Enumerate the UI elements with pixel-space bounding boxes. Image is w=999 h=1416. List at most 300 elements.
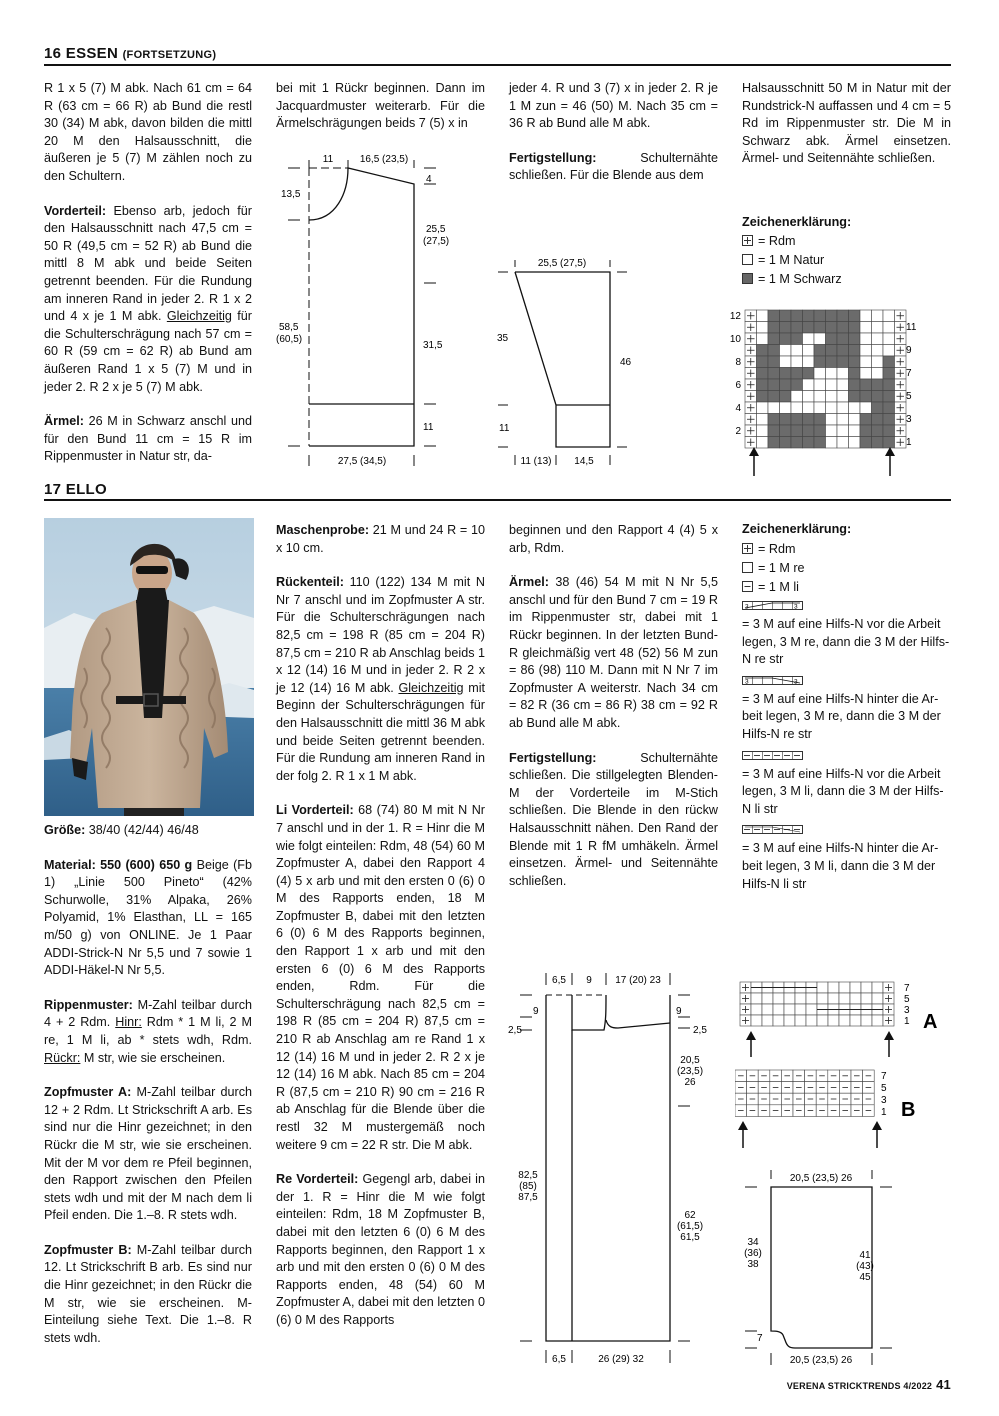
chart-cell (780, 356, 792, 368)
chart-cell (849, 379, 861, 391)
selvage-symbol-icon (742, 543, 754, 555)
dim-label: 27,5 (34,5) (337, 456, 387, 467)
chart-cell (883, 391, 895, 403)
chart-cell (751, 993, 762, 1004)
chart-cell (795, 993, 806, 1004)
page-number: 41 (936, 1377, 951, 1392)
chart-cell (883, 414, 895, 426)
chart-cell (872, 345, 884, 357)
chart-cell (849, 368, 861, 380)
chart-cell (883, 356, 895, 368)
chart-cell (849, 391, 861, 403)
chart-label: A (923, 1011, 938, 1033)
chart-cell (860, 310, 872, 322)
chart-cell (860, 437, 872, 449)
dim-label: 9 (533, 1006, 539, 1017)
chart-cell (757, 345, 769, 357)
chart-cell (883, 322, 895, 334)
chart-cell (773, 1015, 784, 1026)
chart-cell (849, 356, 861, 368)
text: 38 (46) 54 M mit N Nr 5,5 anschl und für den Bund 7 cm = 19 R im Rippenmuster str, dabei mit 1 Rückr beginnen. In der letzten Bund-R gleichmäßig vert 48 (52) 56 M zun = 86 (98) 110 M. Dann mit N Nr 7 im Zopfmuster A weiterstr. Nach 34 cm = 82 R (36 cm = 86 R) 38 cm = 92 R ab Bund alle M abk. (509, 575, 718, 730)
chart-cell (860, 402, 872, 414)
chart-cell (883, 425, 895, 437)
coat-schematic (500, 965, 730, 1377)
paragraph: jeder 4. R und 3 (7) x in jeder 2. R je 1 M zun = 46 (50) M. Nach 35 cm = 36 R ab Bund alle M abk. (509, 81, 718, 131)
dim-label: (23,5) (676, 1066, 704, 1077)
chart-cell (757, 356, 769, 368)
chart-cell (791, 333, 803, 345)
cable-front-knit-symbol-icon (742, 601, 806, 611)
row-number: 3 (906, 414, 912, 425)
legend-label: = Rdm (758, 542, 796, 556)
row-number: 2 (735, 426, 741, 437)
chart-cell (826, 425, 838, 437)
legend-label: = 3 M auf eine Hilfs-N hinter die Arbeit legen, 3 M li, dann die 3 M der Hilfs-N li str (742, 841, 939, 891)
dim-label: 20,5 (23,5) 26 (789, 1355, 853, 1366)
legend-label: = 1 M Natur (758, 253, 825, 267)
legend-item (742, 540, 952, 559)
legend-label: = 3 M auf eine Hilfs-N vor die Arbeit legen, 3 M re, dann die 3 M der Hilfs-N re str (742, 617, 950, 667)
chart-cell (860, 368, 872, 380)
legend-label: = 3 M auf eine Hilfs-N vor die Arbeit legen, 3 M li, dann die 3 M der Hilfs-N li str (742, 766, 944, 816)
legend-cable-item (742, 748, 952, 819)
chart-cell (883, 345, 895, 357)
dim-label: 6,5 (552, 975, 566, 986)
chart-cell (817, 1015, 828, 1026)
chart-cell (837, 356, 849, 368)
chart-cell (849, 414, 861, 426)
legend-label: = 1 M Schwarz (758, 272, 842, 286)
dim-label: 11 (499, 423, 510, 434)
body-schematic (276, 148, 506, 473)
chart-cell (803, 391, 815, 403)
chart-cell (806, 1015, 817, 1026)
section-rule (44, 499, 951, 501)
legend-item (742, 578, 952, 597)
chart-cell (784, 1004, 795, 1015)
black-stitch-symbol-icon (742, 273, 754, 285)
paragraph (44, 413, 252, 466)
paragraph: Halsausschnitt 50 M in Natur mit der Rundstrick-N auffassen und 4 cm = 5 Rd im Rippenmuster str. Die M in Schwarz abk. Ärmel einsetzen. Ärmel- und Seitennähte schließen. (742, 81, 951, 166)
chart-cell (791, 345, 803, 357)
cable-front-purl-symbol-icon (742, 751, 806, 761)
chart-cell (861, 1015, 872, 1026)
label: Zopfmuster B: (44, 1242, 132, 1257)
chart-cell (839, 993, 850, 1004)
chart-cell (826, 310, 838, 322)
paragraph (276, 574, 485, 785)
chart-cell (872, 982, 883, 993)
legend-title: Zeichenerklärung: (742, 522, 852, 536)
chart-cell (780, 437, 792, 449)
chart-cell (791, 310, 803, 322)
chart-cell (803, 379, 815, 391)
paragraph (509, 574, 718, 732)
chart-cell (814, 402, 826, 414)
chart-cell (773, 993, 784, 1004)
text: Schulternähte schließen. Die stillgelegten Blenden-M der Vorderteile im M-Stich schließen. Die Blende in den rückw Halsausschnitt nähen. Den Rand der Blende mit 1 R fM umhäkeln. Ärmel einsetzen. Ärmel- und Seitennähte schließen. (509, 750, 718, 888)
chart-cell (826, 368, 838, 380)
legend-cable-item (742, 673, 952, 744)
chart-cell (849, 437, 861, 449)
chart-cell (837, 345, 849, 357)
dim-label: (85) (519, 1181, 537, 1192)
legend-label: = Rdm (758, 234, 796, 248)
chart-cell (803, 437, 815, 449)
text: M str, wie sie erscheinen. (80, 1050, 226, 1065)
dim-label: (60,5) (276, 334, 303, 345)
legend-text (742, 766, 952, 819)
section-name: ESSEN (65, 45, 119, 62)
paragraph (509, 150, 718, 185)
dim-label: 11 (423, 422, 434, 433)
dim-label: (36) (744, 1248, 762, 1259)
chart-cell (791, 437, 803, 449)
model-photo (44, 518, 254, 816)
text: mit Beginn der Schulterschrägungen für den Halsausschnitt die mittl 36 M abk und beide Seiten getrennt beenden. Für die Rundung am inneren Rand in der folg 2. R 1 x 1 M abk. (276, 680, 485, 783)
row-number: 6 (735, 380, 741, 391)
text: 110 (122) 134 M mit N Nr 7 anschl und im Zopfmuster A str. Für die Schulterschrägungen nach 82,5 cm = 198 R (85 cm = 204 R) 87,5 cm = 210 R ab Anschlag beids 1 x 12 (14) 16 M und in jeder 2. R 2 x je 12 (14) 16 M abk. (276, 575, 485, 695)
sec16-column-4 (742, 80, 951, 168)
chart-cell (849, 322, 861, 334)
label: Rippenmuster: (44, 997, 133, 1012)
text: Schulternähte schließen. Für die Blende aus dem (509, 150, 718, 183)
chart-cell (872, 993, 883, 1004)
paragraph (276, 802, 485, 1154)
paragraph: R 1 x 5 (7) M abk. Nach 61 cm = 64 R (63 cm = 66 R) ab Bund die restl 30 (34) M abk, davon bilden die mittl 20 M den Halsausschnitt, die äußeren je 5 (7) M zählen noch zu den Schultern. (44, 81, 252, 183)
label: Maschenprobe: (276, 523, 370, 537)
chart-cell (850, 1015, 861, 1026)
chart-cell (837, 414, 849, 426)
row-number: 9 (906, 345, 912, 356)
chart-cell (860, 414, 872, 426)
dim-label: 26 (684, 1077, 696, 1088)
section-number: 17 (44, 481, 62, 498)
chart-cell (872, 425, 884, 437)
chart-cell (791, 402, 803, 414)
chart-cell (828, 1015, 839, 1026)
chart-cell (872, 333, 884, 345)
chart-cell (826, 402, 838, 414)
chart-cell (860, 345, 872, 357)
chart-cell (814, 368, 826, 380)
dim-label: 45 (859, 1272, 871, 1283)
paragraph: bei mit 1 Rückr beginnen. Dann im Jacquardmuster weiterarb. Für die Ärmelschrägungen beids 7 (5) x in (276, 81, 485, 131)
chart-cell (768, 437, 780, 449)
chart-cell (814, 310, 826, 322)
sec16-column-1 (44, 80, 252, 466)
chart-cell (860, 356, 872, 368)
chart-cell (860, 379, 872, 391)
row-number: 3 (904, 1005, 910, 1016)
dim-label: 87,5 (518, 1192, 538, 1203)
chart-cell (791, 379, 803, 391)
label: Ärmel: (44, 414, 84, 429)
paragraph (44, 822, 252, 840)
magazine-name: VERENA STRICKTRENDS 4/2022 (786, 1381, 933, 1391)
chart-cell (883, 368, 895, 380)
row-number: 5 (904, 994, 910, 1005)
chart-cell (849, 402, 861, 414)
row-number: 7 (904, 983, 910, 994)
chart-cell (762, 993, 773, 1004)
text: 68 (74) 80 M mit N Nr 7 anschl und in der 1. R = Hinr die M wie folgt einteilen: Rdm, 48 (54) 60 M Zopfmuster A, dabei den Rapport 4 (4) 5 x arb und mit den ersten 0 (6) 0 M des Rapports enden, 18 M Zopfmuster B, dabei mit den letzten 6 (0) 6 M des Rapports beginnen, den Rapport 1 x arb und mit den ersten 6 (0) 6 M des Rapports enden, Rdm. Für die Schulterschrägung nach 82,5 cm = 198 R (85 cm = 204 R) 87,5 cm = 210 R ab Anschlag am re Rand 1 x 12 (14) 16 M und in jeder 2. R 2 x je 12 (14) 16 M abk. Nach 85 cm = 204 R (87,5 cm = 210 R) 90 cm = 216 R ab Anschlag für die Blende über die restl 32 M mustergemäß noch weitere 9 cm = 22 R str. Die M abk. (276, 803, 485, 1152)
text: Hinr: (115, 1015, 142, 1030)
chart-cell (757, 402, 769, 414)
chart-cell (757, 425, 769, 437)
dim-label: (27,5) (423, 236, 450, 247)
purl-stitch-symbol-icon (742, 581, 754, 593)
cable-number: 3 (745, 603, 749, 611)
label: Li Vorderteil: (276, 803, 354, 818)
text: für die Schulterschrägung nach 57 cm = 60 R (59 cm = 62 R) ab Bund am äußeren Rand 1 x 5 (7) M und in jeder 2. R 2 x je 5 (7) M abk. (44, 309, 252, 394)
dim-label: 4 (426, 174, 432, 185)
dim-label: 26 (29) 32 (598, 1354, 644, 1365)
text: 38/40 (42/44) 46/48 (85, 823, 199, 837)
selvage-symbol-icon (742, 235, 754, 247)
chart-cell (826, 356, 838, 368)
chart-cell (837, 402, 849, 414)
row-number: 5 (906, 391, 912, 402)
chart-cell (803, 345, 815, 357)
dim-label: 17 (20) 23 (615, 975, 661, 986)
dim-label: 2,5 (508, 1025, 522, 1036)
chart-cell (757, 391, 769, 403)
chart-cell (768, 379, 780, 391)
chart-cell (780, 414, 792, 426)
row-number: 1 (906, 437, 912, 448)
dim-label: (61,5) (676, 1221, 704, 1232)
chart-cell (849, 310, 861, 322)
legend-item (742, 559, 952, 578)
chart-cell (768, 333, 780, 345)
chart-cell (780, 333, 792, 345)
text: M-Zahl teilbar durch 12. Lt Strickschrift B arb. Es sind nur die Hinr gezeichnet; in den Rückr die M str, wie sie erscheinen. M-Einteilung siehe Text. Die 1.–8. R stets wdh. (44, 1242, 252, 1345)
dim-label: 31,5 (423, 340, 443, 351)
dim-label: 20,5 (23,5) 26 (789, 1173, 853, 1184)
chart-cell (814, 414, 826, 426)
chart-cell (837, 333, 849, 345)
legend-item (742, 232, 851, 251)
row-number: 4 (735, 403, 741, 414)
chart-cell (883, 402, 895, 414)
dim-label: 82,5 (518, 1170, 538, 1181)
chart-cell (850, 993, 861, 1004)
chart-cell (837, 425, 849, 437)
chart-cell (780, 310, 792, 322)
dim-label: 9 (676, 1006, 682, 1017)
chart-cell (814, 345, 826, 357)
chart-cell (872, 379, 884, 391)
dim-label: 11 (13) (520, 456, 552, 467)
text: Gleichzeitig (398, 680, 464, 695)
chart-cell (883, 333, 895, 345)
chart-cell (837, 379, 849, 391)
chart-cell (780, 402, 792, 414)
chart-cell (839, 982, 850, 993)
chart-cell (814, 356, 826, 368)
text: Beige (Fb 1) „Linie 500 Pineto“ (42% Schurwolle, 31% Alpaka, 26% Polyamid, 1% Elasthan, LL = 165 m/50 g) von ONLINE. Je 1 Paar ADDI-Strick-N Nr 5,5 und 7 sowie 1 ADDI-Häkel-N Nr 5,5. (44, 857, 252, 978)
row-number: 11 (906, 322, 917, 333)
legend-text (742, 691, 952, 744)
chart-cell (768, 345, 780, 357)
legend-cable-item (742, 822, 952, 893)
chart-cell (768, 310, 780, 322)
legend-label: = 1 M li (758, 580, 799, 594)
label: Zopfmuster A: (44, 1085, 132, 1100)
sec16-column-2 (276, 80, 485, 133)
sec16-column-3 (509, 80, 718, 185)
section-16-title (44, 45, 216, 62)
chart-cell (860, 391, 872, 403)
chart-cell (780, 322, 792, 334)
chart-cell (803, 402, 815, 414)
chart-cell (826, 414, 838, 426)
chart-cell (814, 391, 826, 403)
label: Vorderteil: (44, 203, 107, 218)
chart-cell (872, 402, 884, 414)
chart-cell (872, 1015, 883, 1026)
chart-cell (757, 368, 769, 380)
dim-label: (43) (856, 1261, 874, 1272)
chart-cell (803, 310, 815, 322)
chart-cell (883, 437, 895, 449)
row-number: 5 (881, 1083, 887, 1094)
chart-cell (872, 322, 884, 334)
chart-cell (849, 345, 861, 357)
cable-number: 3 (745, 678, 749, 686)
paragraph (44, 1242, 252, 1348)
chart-cell (757, 333, 769, 345)
chart-cell (872, 356, 884, 368)
chart-cell (883, 310, 895, 322)
chart-cell (751, 1004, 762, 1015)
chart-cell (806, 993, 817, 1004)
legend-text (742, 616, 952, 669)
dim-label: 2,5 (693, 1025, 707, 1036)
chart-cell (849, 425, 861, 437)
chart-cell (814, 437, 826, 449)
chart-cell (872, 310, 884, 322)
dim-label: 58,5 (279, 322, 299, 333)
cable-chart-a (735, 980, 950, 1060)
sleeve-schematic (490, 255, 640, 473)
paragraph: beginnen und den Rapport 4 (4) 5 x arb, Rdm. (509, 523, 718, 555)
legend-item (742, 251, 851, 270)
label: Rückenteil: (276, 575, 344, 590)
text: Rdm * 1 M li, 2 M re, 1 M li, ab * stets wdh, Rdm. (44, 1015, 252, 1047)
label: Fertigstellung: (509, 750, 597, 765)
paragraph (44, 1084, 252, 1225)
paragraph (44, 997, 252, 1067)
section-17-title (44, 481, 107, 498)
jacquard-chart (725, 306, 925, 481)
chart-cell (839, 1015, 850, 1026)
chart-cell (762, 1004, 773, 1015)
chart-cell (850, 982, 861, 993)
page-footer (787, 1377, 951, 1392)
dim-label: 16,5 (23,5) (359, 154, 409, 165)
row-number: 8 (735, 357, 741, 368)
text: M-Zahl teilbar durch 4 + 2 Rdm. (44, 997, 252, 1030)
chart-cell (849, 333, 861, 345)
cable-back-purl-symbol-icon (742, 825, 806, 835)
dim-label: 62 (684, 1210, 696, 1221)
chart-cell (861, 993, 872, 1004)
chart-cell (828, 993, 839, 1004)
chart-label: B (901, 1099, 916, 1121)
chart-cell (872, 414, 884, 426)
text: Rückr: (44, 1050, 81, 1065)
knit-stitch-symbol-icon (742, 562, 754, 574)
chart-cell (795, 1004, 806, 1015)
chart-cell (806, 1004, 817, 1015)
legend-item (742, 270, 851, 289)
text: 26 M in Schwarz anschl und für den Bund 11 cm = 15 R im Rippenmuster in Natur str, da- (44, 414, 252, 464)
chart-cell (768, 322, 780, 334)
label: Fertigstellung: (509, 150, 597, 165)
chart-cell (814, 425, 826, 437)
dim-label: 35 (497, 333, 509, 344)
chart-cell (826, 391, 838, 403)
chart-cell (860, 425, 872, 437)
sec17-column-3 (509, 522, 718, 890)
chart-cell (803, 425, 815, 437)
dim-label: 13,5 (281, 189, 301, 200)
cable-number: 3 (794, 603, 798, 611)
chart-cell (860, 322, 872, 334)
dim-label: 11 (322, 154, 334, 165)
chart-cell (817, 982, 828, 993)
chart-cell (837, 437, 849, 449)
section-subtitle: (FORTSETZUNG) (122, 49, 217, 61)
row-number: 1 (904, 1016, 910, 1027)
dim-label: 7 (757, 1333, 763, 1344)
chart-cell (757, 322, 769, 334)
chart-cell (872, 437, 884, 449)
chart-cell (773, 1004, 784, 1015)
chart-cell (795, 1015, 806, 1026)
dim-label: 14,5 (574, 456, 594, 467)
dim-label: 46 (620, 357, 632, 368)
section-number: 16 (44, 45, 62, 62)
dim-label: 41 (859, 1250, 871, 1261)
chart-cell (826, 345, 838, 357)
chart-cell (757, 310, 769, 322)
label: Re Vorderteil: (276, 1172, 359, 1187)
chart-cell (780, 379, 792, 391)
paragraph (276, 522, 485, 557)
dim-label: 38 (747, 1259, 759, 1270)
chart-cell (872, 368, 884, 380)
chart-cell (791, 368, 803, 380)
chart-cell (803, 368, 815, 380)
label: Ärmel: (509, 575, 549, 590)
paragraph (276, 1171, 485, 1329)
chart-cell (826, 322, 838, 334)
chart-cell (814, 333, 826, 345)
chart-cell (803, 414, 815, 426)
chart-cell (768, 356, 780, 368)
row-number: 3 (881, 1095, 887, 1106)
dim-label: 61,5 (680, 1232, 700, 1243)
dim-label: 6,5 (552, 1354, 566, 1365)
chart-cell (860, 333, 872, 345)
chart-cell (791, 425, 803, 437)
chart-cell (837, 391, 849, 403)
sec16-legend (742, 215, 851, 289)
sec17-legend (742, 522, 952, 893)
